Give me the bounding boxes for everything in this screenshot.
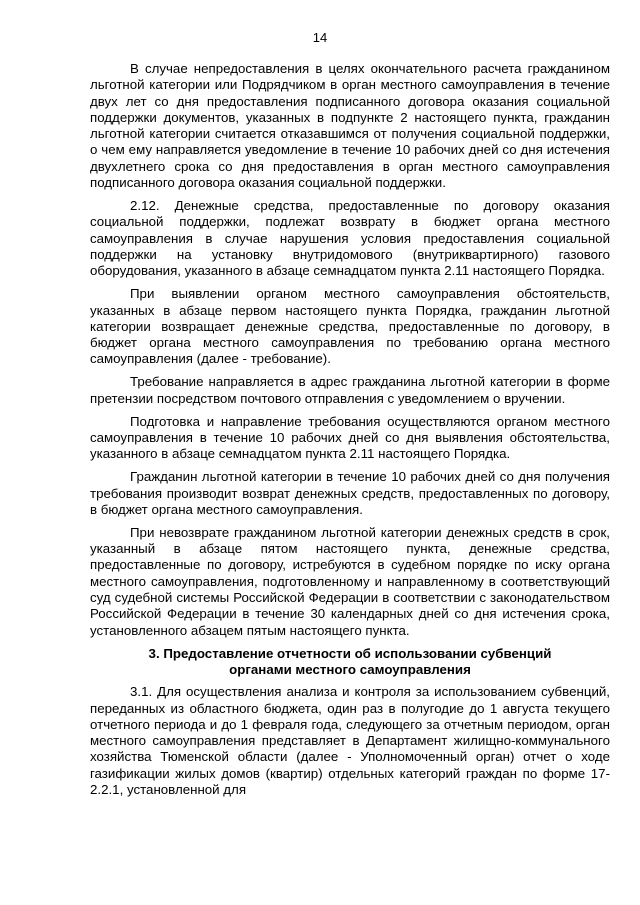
paragraph: При выявлении органом местного самоуправления обстоятельств, указанных в абзаце первом настоящего пункта Порядка, гражданин льготной категории возвращает денежные средства, предоставленные по договору, в бюджет органа местного самоуправления по требованию органа местного самоуправления (далее - требование). xyxy=(90,286,610,367)
section-heading xyxy=(90,646,610,679)
paragraph: Гражданин льготной категории в течение 10 рабочих дней со дня получения требования производит возврат денежных средств, предоставленных по договору, в бюджет органа местного самоуправления. xyxy=(90,469,610,517)
section-heading-line: 3. Предоставление отчетности об использовании субвенций xyxy=(148,645,552,661)
paragraph: В случае непредоставления в целях окончательного расчета гражданином льготной категории или Подрядчиком в орган местного самоуправления в течение двух лет со дня предоставления подписанного договора оказания социальной поддержки документов, указанных в подпункте 2 настоящего пункта, гражданин льготной категории считается отказавшимся от получения социальной поддержки, о чем ему направляется уведомление в течение 10 рабочих дней со дня истечения двухлетнего срока со дня предоставления в орган местного самоуправления подписанного договора оказания социальной поддержки. xyxy=(90,61,610,191)
page-body xyxy=(90,61,610,805)
paragraph: 3.1. Для осуществления анализа и контроля за использованием субвенций, переданных из областного бюджета, один раз в полугодие до 1 августа текущего отчетного периода и до 1 февраля года, следующего за отчетным периодом, орган местного самоуправления представляет в Департамент жилищно-коммунального хозяйства Тюменской области (далее - Уполномоченный орган) отчет о ходе газификации жилых домов (квартир) отдельных категорий граждан по форме 17-2.2.1, установленной для xyxy=(90,684,610,797)
paragraph: 2.12. Денежные средства, предоставленные по договору оказания социальной поддержки, подлежат возврату в бюджет органа местного самоуправления в случае нарушения условия предоставления социальной поддержки на установку внутридомового (внутриквартирного) газового оборудования, указанного в абзаце семнадцатом пункта 2.11 настоящего Порядка. xyxy=(90,198,610,279)
paragraph: Подготовка и направление требования осуществляются органом местного самоуправления в течение 10 рабочих дней со дня выявления обстоятельства, указанного в абзаце семнадцатом пункта 2.11 настоящего Порядка. xyxy=(90,413,610,462)
page-number: 14 xyxy=(312,30,328,45)
paragraph: Требование направляется в адрес гражданина льготной категории в форме претензии посредством почтового отправления с уведомлением о вручении. xyxy=(90,374,610,406)
paragraph: При невозврате гражданином льготной категории денежных средств в срок, указанный в абзаце пятом настоящего пункта, денежные средства, предоставленные по договору, истребуются в судебном порядке по иску органа местного самоуправления, подготовленному и направленному в соответствующий суд судебной системы Российской Федерации в соответствии с законодательством Российской Федерации в течение 30 календарных дней со дня истечения срока, установленного абзацем пятым настоящего пункта. xyxy=(90,524,610,638)
section-heading-line: органами местного самоуправления xyxy=(229,661,471,677)
